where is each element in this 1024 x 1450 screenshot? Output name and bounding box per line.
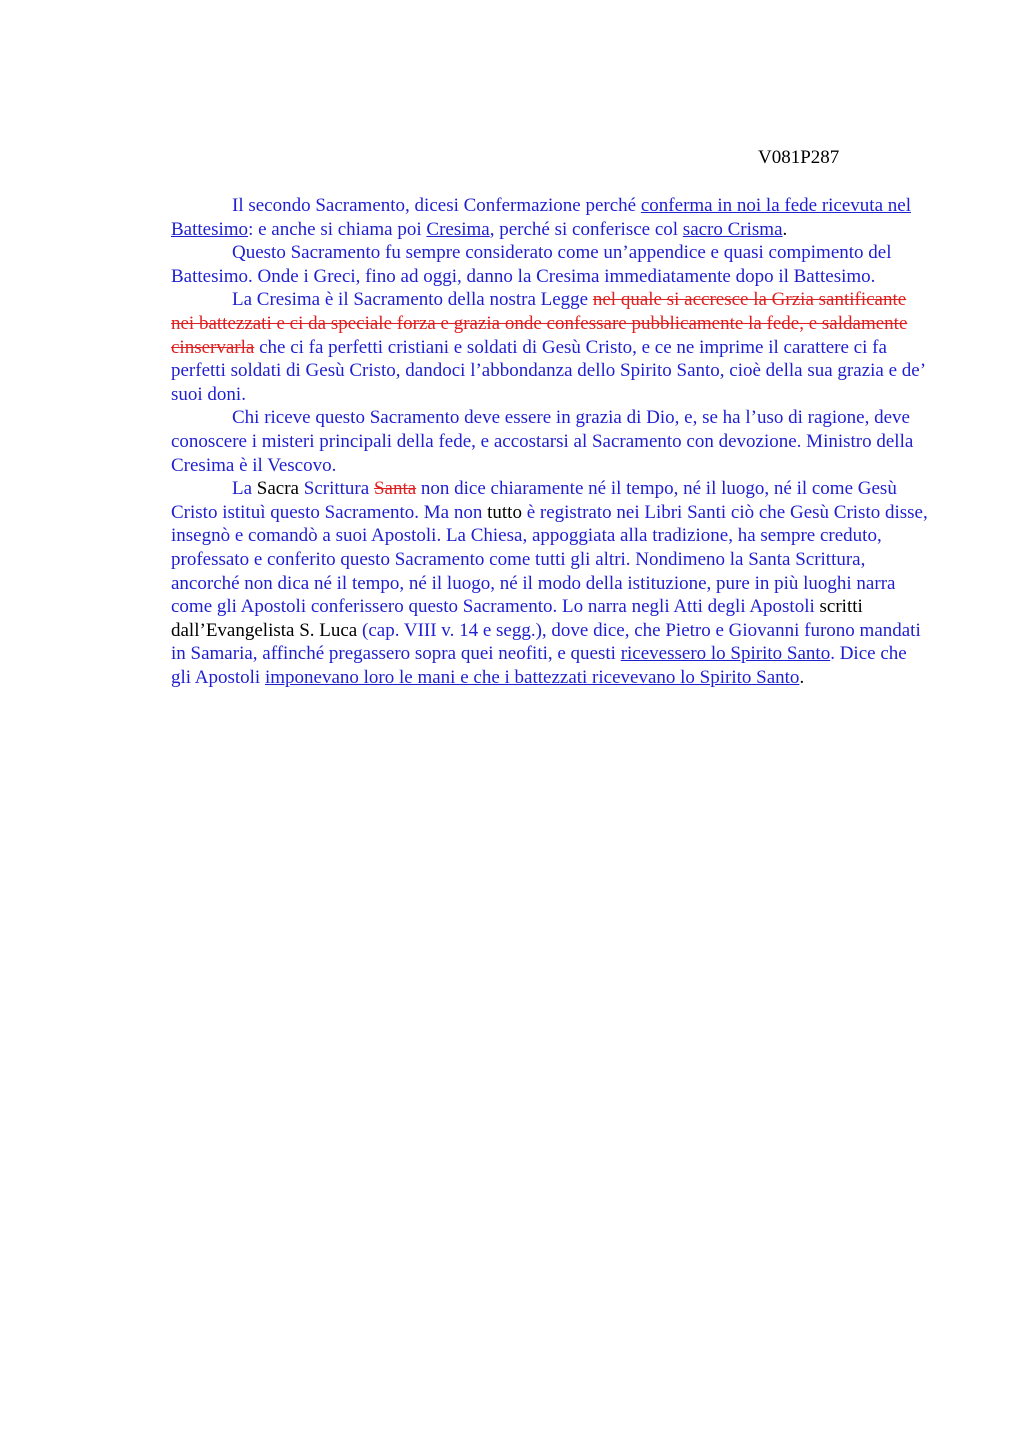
document-body [171,194,931,689]
paragraph-3 [171,288,931,406]
plain-text: tutto [487,501,522,523]
plain-text: scritti dall’Evangelista S. Luca [171,596,863,641]
text-run: . Dice che gli Apostoli [171,643,907,688]
deleted-text: nel quale si accresce la Grzia santificante nei battezzati e ci da speciale forza e grazia onde confessare pubblicamente la fede, e saldamente cinservarla [171,289,908,358]
underlined-text: sacro Crisma [682,218,783,240]
text-run: La [232,478,257,500]
underlined-text: ricevessero lo Spirito Santo [620,643,831,665]
text-run: è registrato nei Libri Santi ciò che Gesù Cristo disse, insegnò e comandò a suoi Apostoli. La Chiesa, appoggiata alla tradizione, ha sempre creduto, professato e conferito questo Sacramento come tutti gli altri. Nondimeno la Santa Scrittura, ancorché non dica né il tempo, né il luogo, né il modo della istituzione, pure in più luoghi narra come gli Apostoli conferissero questo Sacramento. Lo narra negli Atti degli Apostoli [171,501,928,618]
paragraph-1 [171,194,931,241]
text-run: Il secondo Sacramento, dicesi Confermazione perché [232,195,641,216]
text-run: : e anche si chiama poi [248,218,427,240]
text-run: Chi riceve questo Sacramento deve essere in grazia di Dio, e, se ha l’uso di ragione, deve conoscere i misteri principali della fede, e accostarsi al Sacramento con devozione. Ministro della Cresima è il Vescovo. [171,407,914,476]
plain-text: Sacra [256,478,299,500]
page-id: V081P287 [758,147,840,168]
text-run: , perché si conferisce col [489,218,683,240]
text-run: . [782,218,788,240]
text-run: Questo Sacramento fu sempre considerato come un’appendice e quasi compimento del Battesimo. Onde i Greci, fino ad oggi, danno la Cresima immediatamente dopo il Battesimo. [171,242,892,287]
paragraph-2 [171,241,931,288]
text-run: La Cresima è il Sacramento della nostra Legge [232,289,593,311]
deleted-text: Santa [373,478,417,500]
text-run: Scrittura [299,478,374,500]
paragraph-4 [171,406,931,477]
text-run: (cap. VIII v. 14 e segg.), dove dice, che Pietro e Giovanni furono mandati in Samaria, affinché pregassero sopra quei neofiti, e questi [171,619,921,665]
underlined-text: conferma in noi la fede ricevuta nel Battesimo [171,195,911,240]
underlined-text: imponevano loro le mani e che i battezzati ricevevano lo Spirito Santo [264,666,800,688]
text-run: che ci fa perfetti cristiani e soldati di Gesù Cristo, e ce ne imprime il carattere ci fa perfetti soldati di Gesù Cristo, dandoci l’abbondanza dello Spirito Santo, cioè della sua grazia e de’ suoi doni. [171,336,925,405]
text-run: . [799,666,805,688]
text-run: non dice chiaramente né il tempo, né il luogo, né il come Gesù Cristo istituì questo Sacramento. Ma non [171,478,897,523]
underlined-text: Cresima [426,218,490,240]
paragraph-5 [171,477,931,689]
